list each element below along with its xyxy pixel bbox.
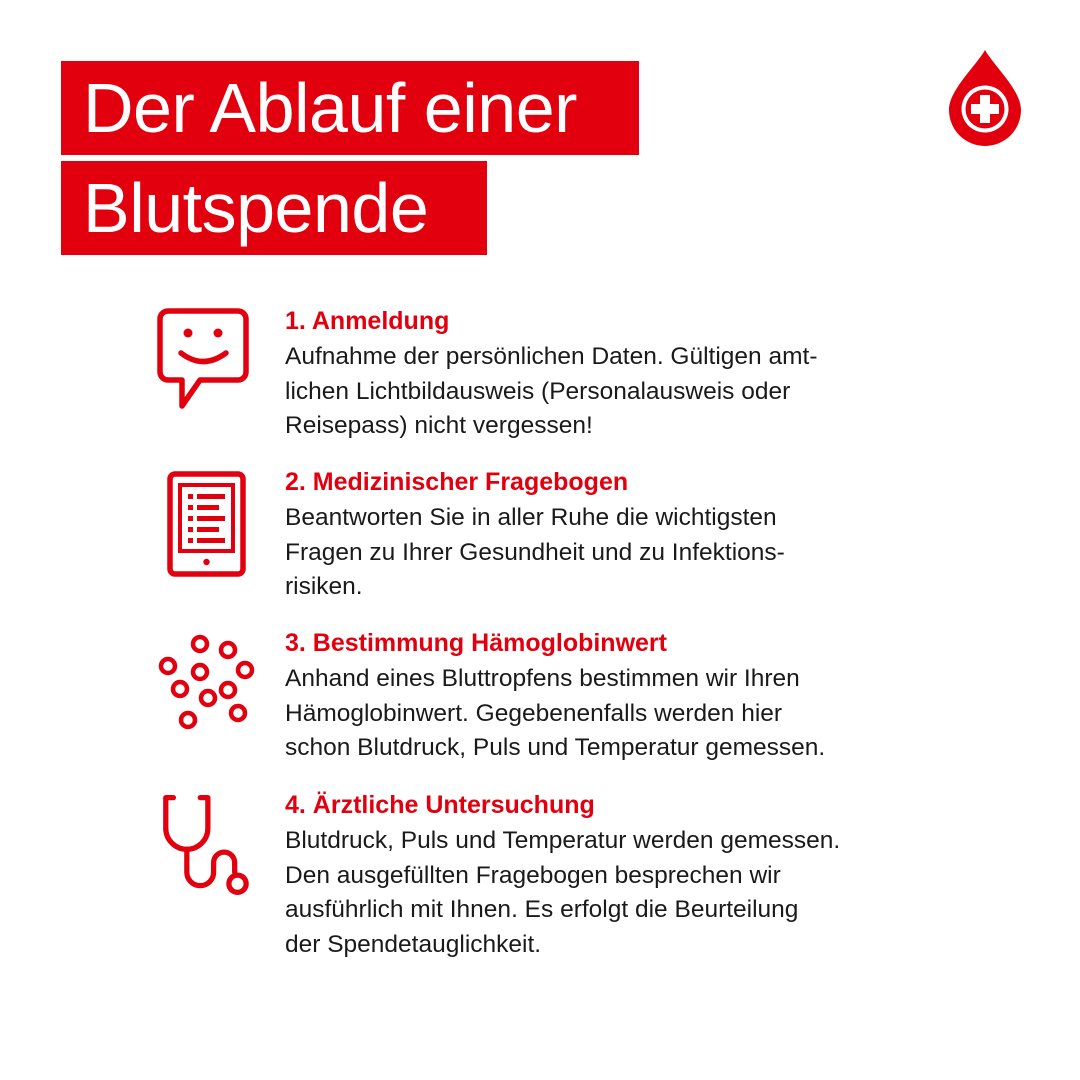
description-line: Fragen zu Ihrer Gesundheit und zu Infektions- bbox=[285, 538, 785, 566]
step-title: 4. Ärztliche Untersuchung bbox=[285, 791, 595, 819]
step-text bbox=[285, 790, 945, 962]
step-text bbox=[285, 306, 945, 444]
description-line: Blutdruck, Puls und Temperatur werden gemessen. bbox=[285, 827, 841, 854]
description-line: ausführlich mit Ihnen. Es erfolgt die Beurteilung bbox=[285, 896, 799, 923]
stethoscope-icon bbox=[150, 790, 260, 900]
description-line: risiken. bbox=[285, 573, 363, 600]
description-line: lichen Lichtbildausweis (Personalausweis oder bbox=[285, 377, 791, 405]
description-line: Beantworten Sie in aller Ruhe die wichtigsten bbox=[285, 504, 777, 531]
description-line: schon Blutdruck, Puls und Temperatur gemessen. bbox=[285, 734, 826, 761]
step-description bbox=[285, 340, 945, 444]
description-line: Aufnahme der persönlichen Daten. Gültigen amt- bbox=[285, 343, 818, 370]
step-title: 3. Bestimmung Hämoglobinwert bbox=[285, 629, 667, 657]
description-line: Anhand eines Bluttropfens bestimmen wir Ihren bbox=[285, 665, 800, 692]
description-line: Reisepass) nicht vergessen! bbox=[285, 412, 593, 439]
step-description bbox=[285, 662, 945, 766]
tablet-questionnaire-icon bbox=[150, 467, 260, 577]
page-title-line-2: Blutspende bbox=[61, 161, 487, 255]
step-text bbox=[285, 628, 945, 766]
blood-cells-icon bbox=[150, 628, 260, 738]
description-line: Hämoglobinwert. Gegebenenfalls werden hier bbox=[285, 699, 783, 727]
step-description bbox=[285, 501, 945, 605]
blood-drop-cross-icon bbox=[946, 46, 1024, 146]
step-title: 1. Anmeldung bbox=[285, 307, 450, 335]
speech-bubble-smile-icon bbox=[150, 306, 260, 416]
description-line: der Spendetauglichkeit. bbox=[285, 930, 542, 958]
step-description bbox=[285, 824, 945, 962]
page-title-line-1: Der Ablauf einer bbox=[61, 61, 639, 155]
step-title: 2. Medizinischer Fragebogen bbox=[285, 468, 629, 496]
description-line: Den ausgefüllten Fragebogen besprechen wir bbox=[285, 861, 781, 889]
step-text bbox=[285, 467, 945, 605]
